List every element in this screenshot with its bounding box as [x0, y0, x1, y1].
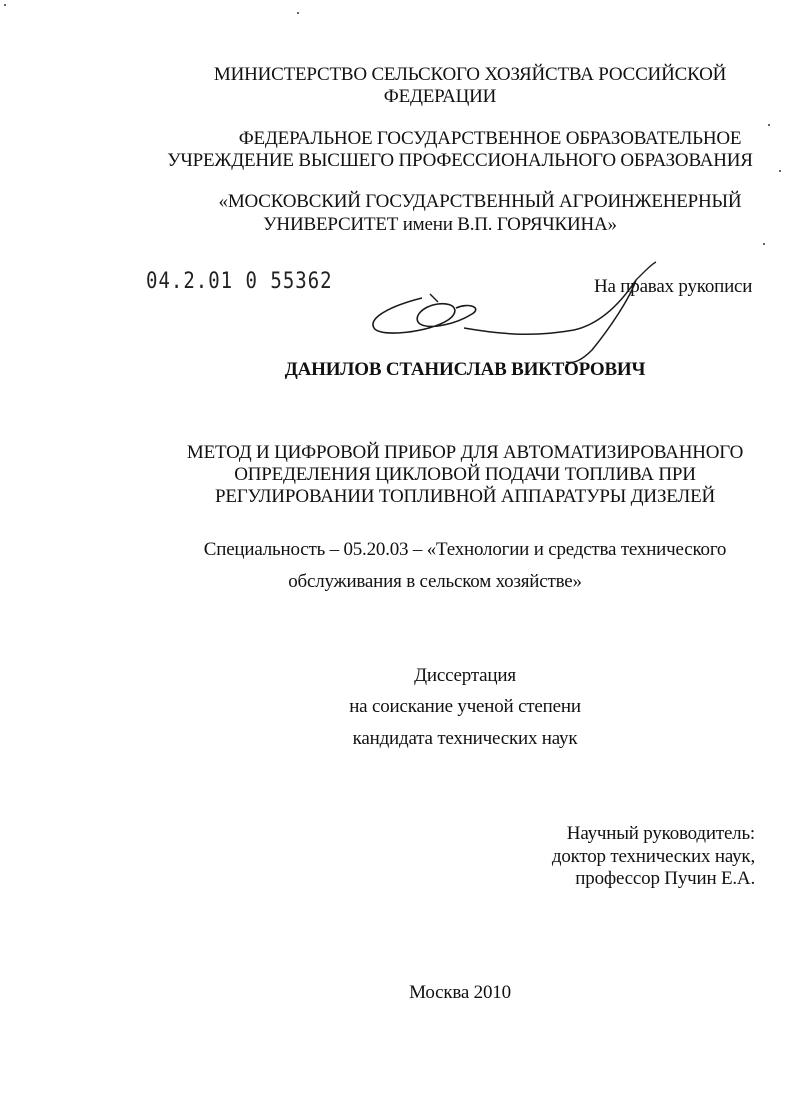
specialty-line-2: обслуживания в сельском хозяйстве» — [288, 571, 582, 592]
scan-speck — [768, 124, 770, 126]
supervisor-line-1: Научный руководитель: — [566, 823, 755, 844]
specialty-line-1: Специальность – 05.20.03 – «Технологии и средства технического — [203, 539, 727, 560]
ministry-line-2: ФЕДЕРАЦИИ — [383, 86, 497, 107]
supervisor-line-3: профессор Пучин Е.А. — [575, 868, 755, 889]
scan-speck — [4, 4, 6, 6]
title-line-1: МЕТОД И ЦИФРОВОЙ ПРИБОР ДЛЯ АВТОМАТИЗИРОВАННОГО — [186, 442, 744, 463]
city-year: Москва 2010 — [409, 982, 511, 1003]
degree-line-2: на соискание ученой степени — [349, 696, 581, 717]
institution-line-1: ФЕДЕРАЛЬНОЕ ГОСУДАРСТВЕННОЕ ОБРАЗОВАТЕЛЬНОЕ — [238, 128, 742, 149]
degree-line-1: Диссертация — [414, 665, 516, 686]
university-line-1: «МОСКОВСКИЙ ГОСУДАРСТВЕННЫЙ АГРОИНЖЕНЕРНЫЙ — [218, 191, 742, 212]
degree-line-3: кандидата технических наук — [352, 728, 578, 749]
scan-speck — [763, 243, 765, 245]
author-name: ДАНИЛОВ СТАНИСЛАВ ВИКТОРОВИЧ — [284, 359, 646, 380]
scan-speck — [297, 12, 299, 14]
manuscript-note: На правах рукописи — [594, 276, 753, 297]
supervisor-line-2: доктор технических наук, — [551, 846, 755, 867]
ministry-line-1: МИНИСТЕРСТВО СЕЛЬСКОГО ХОЗЯЙСТВА РОССИЙСКОЙ — [213, 64, 727, 85]
title-line-3: РЕГУЛИРОВАНИИ ТОПЛИВНОЙ АППАРАТУРЫ ДИЗЕЛЕЙ — [214, 486, 716, 507]
handwritten-signature — [360, 258, 690, 368]
university-line-2: УНИВЕРСИТЕТ имени В.П. ГОРЯЧКИНА» — [263, 214, 617, 235]
registration-stamp: 04.2.01 0 55362 — [146, 268, 333, 294]
institution-line-2: УЧРЕЖДЕНИЕ ВЫСШЕГО ПРОФЕССИОНАЛЬНОГО ОБРАЗОВАНИЯ — [167, 150, 753, 171]
title-line-2: ОПРЕДЕЛЕНИЯ ЦИКЛОВОЙ ПОДАЧИ ТОПЛИВА ПРИ — [234, 464, 696, 485]
